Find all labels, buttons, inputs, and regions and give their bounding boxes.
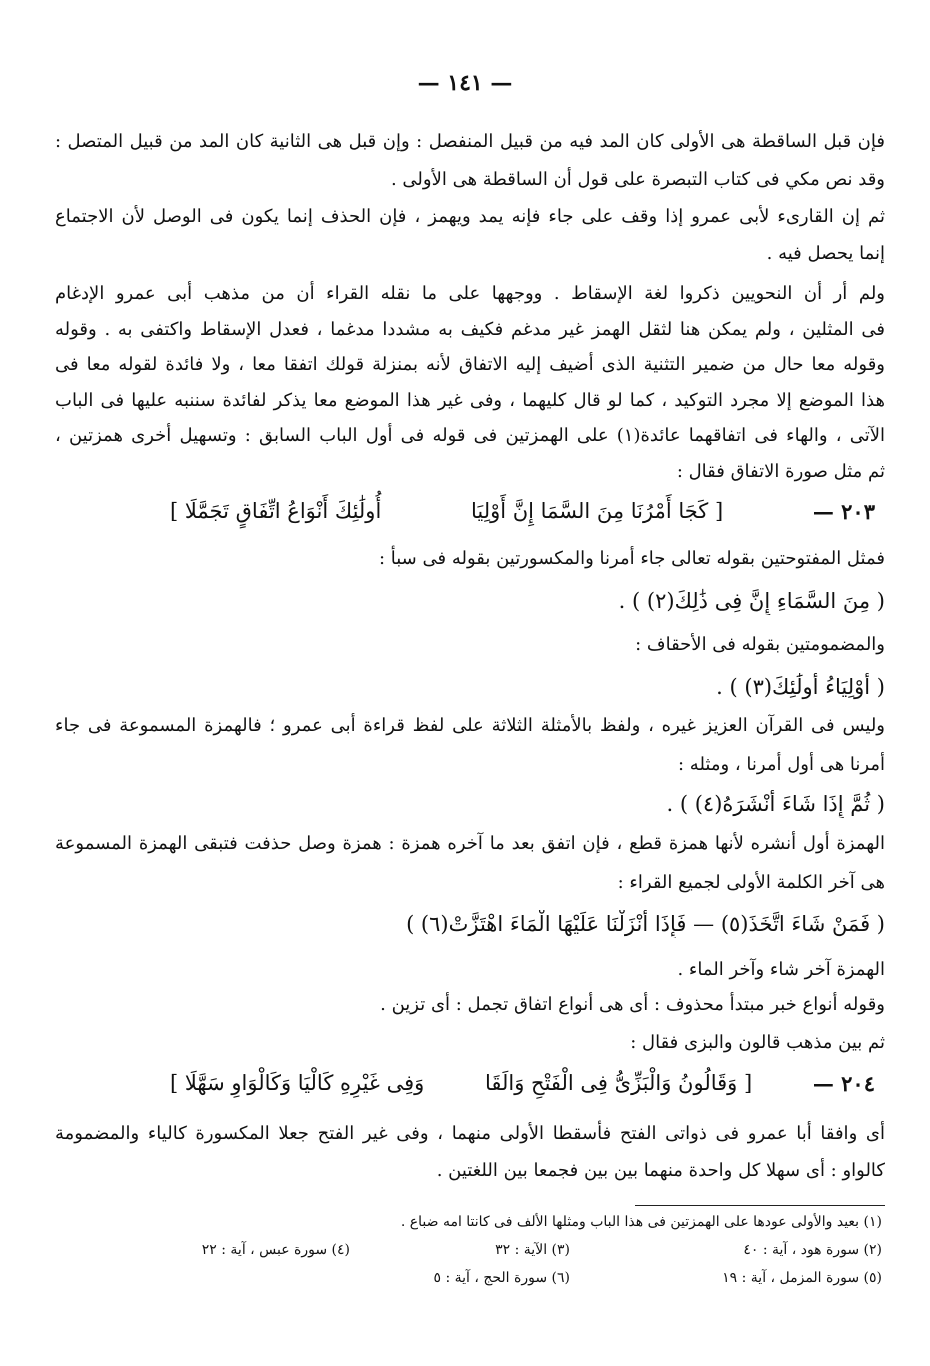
text-line: والمضمومتين بقوله فى الأحقاف : <box>635 634 885 655</box>
text-line: إنما يحصل فيه . <box>766 243 885 264</box>
text-line: ثم بين مذهب قالون والبزى فقال : <box>630 1032 885 1053</box>
quran-quote: ( فَمَنْ شَاءَ اتَّخَذَ(٥) — فَإِذَا أَنْزَلْنَا عَلَيْهَا الْمَاءَ اهْتَزَّتْ(٦) ) <box>406 912 885 936</box>
verse-number: ٢٠٤ — <box>812 1070 875 1096</box>
text-line: الهمزة آخر شاء وآخر الماء . <box>677 959 885 980</box>
verse-number: ٢٠٣ — <box>812 498 875 524</box>
text-line: أى وافقا أبا عمرو فى ذواتى الفتح فأسقطا الأولى منهما ، وفى غير الفتح جعلا المكسورة كالياء والمضمومة <box>55 1123 885 1144</box>
footnote-1: (١) بعيد والأولى عودها على الهمزتين فى هذا الباب ومثلها الألف فى كانتا امه ضباع . <box>400 1214 882 1230</box>
text-line: وقوله أنواع خبر مبتدأ محذوف : أى هى أنواع اتفاق تجمل : أى تزين . <box>380 994 885 1015</box>
text-line: هى آخر الكلمة الأولى لجميع القراء : <box>617 872 885 893</box>
verse-hemistich-1: [ وَقَالُونُ وَالْبَزِّىُّ فِى الْفَتْحِ وَالَقَا <box>484 1071 753 1095</box>
page-number: — ١٤١ — <box>417 70 513 96</box>
footnote-4: (٤) سورة عبس ، آية : ٢٢ <box>201 1242 350 1258</box>
text-line: الآتى ، والهاء فى اتفاقهما عائدة(١) على الهمزتين فى قوله فى أول الباب السابق : وتسهيل أخرى همزتين ، <box>55 425 885 446</box>
verse-hemistich-2: أُولَٰئِكَ أَنْوَاعُ اتِّفَاقٍ تَجَمَّلَا ] <box>170 499 382 523</box>
quran-quote: ( مِنَ السَّمَاءِ إِنَّ فِى ذَٰلِكَ(٢) ) . <box>618 589 885 613</box>
verse-203 <box>170 494 875 528</box>
footnote-3: (٣) الآية : ٣٢ <box>495 1242 570 1258</box>
footnote-2: (٢) سورة هود ، آية : ٤٠ <box>743 1242 882 1258</box>
text-line: أمرنا هى أول أمرنا ، ومثله : <box>678 754 885 775</box>
text-line: فى المثلين ، ولم يمكن هنا لثقل الهمز غير مدغم فكيف به مشددا مدغما ، فعدل الإسقاط واكتفى به . وقوله <box>55 319 885 340</box>
text-line: ولم أر أن النحويين ذكروا لغة الإسقاط . ووجهها على ما نقله القراء أن من مذهب أبى عمرو الإدغام <box>55 283 885 304</box>
quran-quote: ( أَوْلِيَاءُ أُولَٰئِكَ(٣) ) . <box>716 675 885 699</box>
text-line: وقوله معا حال من ضمير التثنية الذى أضيف إليه الاتفاق لأنه بمنزلة قولك اتفقا معا ، ولا فائدة لقوله معا فى <box>55 354 885 375</box>
text-line: هذا الموضع إلا مجرد التوكيد ، كما لو قال كليهما ، وفى غير هذا الموضع معا يذكر لفائدة سننبه عليها فى الباب <box>55 390 885 411</box>
text-line: فمثل المفتوحتين بقوله تعالى جاء أمرنا والمكسورتين بقوله فى سبأ : <box>378 548 885 569</box>
text-line: وقد نص مكي فى كتاب التبصرة على قول أن الساقطة هى الأولى . <box>390 169 885 190</box>
text-line: ثم إن القارىء لأبى عمرو إذا وقف على جاء فإنه يمد ويهمز ، فإن الحذف إنما يكون فى الوصل لأن الاجتماع <box>55 206 885 227</box>
text-line: وليس فى القرآن العزيز غيره ، ولفظ بالأمثلة الثلاثة على لفظ قراءة أبى عمرو ؛ فالهمزة المسموعة فى جاء <box>55 715 885 736</box>
text-line: ثم مثل صورة الاتفاق فقال : <box>676 461 885 482</box>
footnote-divider <box>635 1205 885 1206</box>
text-line: كالواو : أى سهلا كل واحدة منهما بين بين فجمعا بين اللغتين . <box>436 1160 885 1181</box>
text-line: فإن قبل الساقطة هى الأولى كان المد فيه من قبيل المنفصل : وإن قبل هى الثانية كان المد من قبيل المتصل : <box>55 131 885 152</box>
verse-hemistich-1: [ كَجَا أَمْرُنَا مِنَ السَّمَا إِنَّ أَوْلِيَا <box>470 499 724 523</box>
text-line: الهمزة أول أنشره لأنها همزة قطع ، فإن اتفق بعد ما آخره همزة : همزة وصل حذفت فتبقى الهمزة المسموعة <box>55 833 885 854</box>
verse-hemistich-2: وَفِى غَيْرِهِ كَالْيَا وَكَالْوَاوِ سَهَّلَا ] <box>170 1071 425 1095</box>
quran-quote: ( ثُمَّ إِذَا شَاءَ أَنْشَرَهُ(٤) ) . <box>666 792 885 816</box>
footnote-5: (٥) سورة المزمل ، آية : ١٩ <box>722 1270 882 1286</box>
verse-204 <box>170 1066 875 1100</box>
footnote-6: (٦) سورة الحج ، آية : ٥ <box>433 1270 570 1286</box>
